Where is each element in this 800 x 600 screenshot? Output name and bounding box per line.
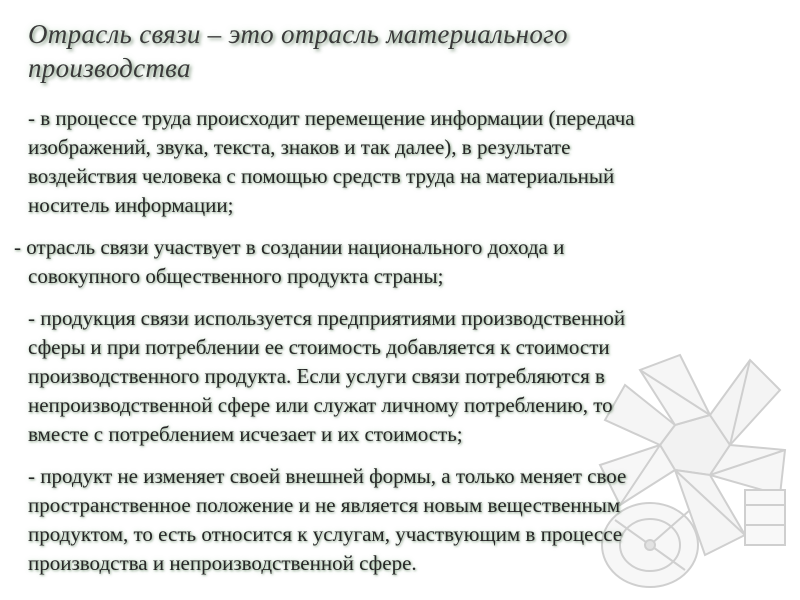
paragraph-service-product <box>28 462 748 578</box>
paragraph-line: производства и непроизводственной сфере. <box>28 551 417 575</box>
paragraph-line: - продукция связи используется предприятиями производственной <box>28 306 626 330</box>
paragraph-line: - продукт не изменяет своей внешней формы, а только меняет свое <box>28 464 627 488</box>
paragraph-line: совокупного общественного продукта страны; <box>28 264 444 288</box>
paragraph-line: непроизводственной сфере или служат личному потреблению, то <box>28 393 613 417</box>
paragraph-line: - в процессе труда происходит перемещение информации (передача <box>28 106 635 130</box>
paragraph-line: продуктом, то есть относится к услугам, участвующим в процессе <box>28 522 623 546</box>
paragraph-line: воздействия человека с помощью средств труда на материальный <box>28 164 615 188</box>
paragraph-line: носитель информации; <box>28 193 234 217</box>
paragraph-line: вместе с потреблением исчезает и их стоимость; <box>28 422 463 446</box>
paragraph-information-transfer <box>28 104 748 220</box>
paragraph-line: производственного продукта. Если услуги связи потребляются в <box>28 364 605 388</box>
slide-title-line: производства <box>28 53 191 83</box>
paragraph-production-use <box>28 304 748 449</box>
paragraph-line: - отрасль связи участвует в создании национального дохода и <box>14 235 565 259</box>
slide-title <box>28 17 768 85</box>
paragraph-national-income <box>14 233 734 291</box>
paragraph-line: изображений, звука, текста, знаков и так далее), в результате <box>28 135 571 159</box>
paragraph-line: пространственное положение и не является новым вещественным <box>28 493 621 517</box>
slide-title-line: Отрасль связи – это отрасль материального <box>28 19 568 49</box>
paragraph-line: сферы и при потреблении ее стоимость добавляется к стоимости <box>28 335 610 359</box>
